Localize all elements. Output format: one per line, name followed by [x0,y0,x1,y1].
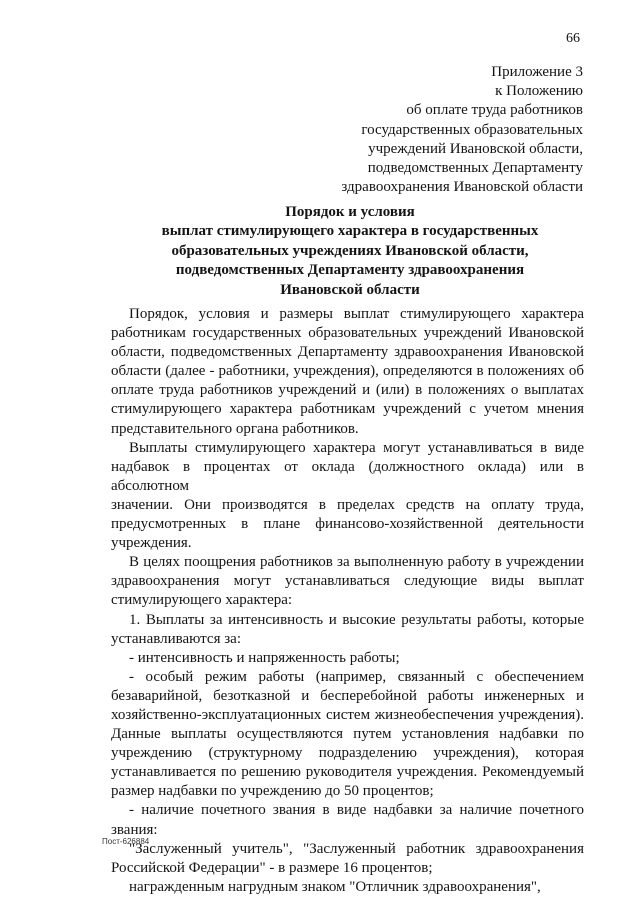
paragraph-line: В целях поощрения работников за выполненную работу в учреждении [129,554,584,571]
appendix-header [341,63,583,197]
paragraph-line: работникам государственных образовательных учреждений Ивановской [111,325,584,342]
paragraph-line: устанавливаются за: [111,630,241,647]
paragraph [111,878,584,897]
title-line: Порядок и условия [285,204,415,220]
paragraph-line: надбавок в процентах от оклада (должностного оклада) или в абсолютном [111,458,584,494]
paragraph-line: звания: [111,821,158,838]
paragraph-line: хозяйственно-эксплуатационных систем жизнеобеспечения учреждения). [111,706,584,723]
paragraph-line: стимулирующего характера: [111,592,293,609]
paragraph-line: награжденным нагрудным знаком "Отличник здравоохранения", [129,878,541,895]
paragraph-line: предусмотренных в плане финансово-хозяйственной деятельности [111,516,584,533]
paragraph-line: оплате труда работников учреждений и (или) в положениях о выплатах [111,382,584,399]
paragraph-line: - особый режим работы (например, связанный с обеспечением [129,668,584,685]
paragraph [111,801,584,839]
appendix-line: к Положению [495,83,583,100]
paragraph-line: стимулирующего характера работникам учреждений с учетом мнения [111,401,584,418]
paragraph [111,611,584,649]
paragraph-line: 1. Выплаты за интенсивность и высокие результаты работы, которые [129,611,584,628]
document-code: Пост-626884 [102,837,150,846]
document-title [0,203,640,300]
paragraph-line: учреждения. [111,535,192,552]
paragraph-line: - интенсивность и напряженность работы; [129,649,400,666]
paragraph [111,649,584,668]
paragraph-line: здравоохранения могут устанавливаться следующие виды выплат [111,573,584,590]
paragraph-line: области, подведомственных Департаменту здравоохранения Ивановской [111,344,584,361]
paragraph [111,553,584,610]
paragraph-line: Российской Федерации" - в размере 16 процентов; [111,859,433,876]
paragraph [111,439,584,554]
title-line: Ивановской области [280,281,420,298]
appendix-line: об оплате труда работников [406,102,583,119]
paragraph-line: учреждению (структурному подразделению учреждения), которая [111,745,584,762]
paragraph [111,840,584,878]
paragraph-line: Данные выплаты осуществляются путем установления надбавки по [111,726,584,743]
title-line: образовательных учреждениях Ивановской области, [171,242,529,259]
paragraph-line: представительного органа работников. [111,420,359,437]
paragraph-line: - наличие почетного звания в виде надбавки за наличие почетного [129,802,584,819]
page-number: 66 [566,31,580,46]
document-body [111,305,584,897]
appendix-line: здравоохранения Ивановской области [341,179,583,196]
paragraph-line: устанавливается по решению руководителя учреждения. Рекомендуемый [111,764,584,781]
paragraph [111,305,584,439]
appendix-line: подведомственных Департаменту [367,160,583,177]
appendix-line: учреждений Ивановской области, [368,140,583,157]
title-line: выплат стимулирующего характера в государственных [161,223,539,240]
paragraph-line: Порядок, условия и размеры выплат стимулирующего характера [129,306,584,322]
paragraph-line: Выплаты стимулирующего характера могут устанавливаться в виде [129,439,584,456]
paragraph-line: "Заслуженный учитель", "Заслуженный работник здравоохранения [129,840,584,857]
paragraph [111,668,584,802]
appendix-line: государственных образовательных [361,121,583,138]
appendix-line: Приложение 3 [491,64,583,80]
paragraph-line: размер надбавки по учреждению до 50 процентов; [111,783,434,800]
paragraph-line: безаварийной, безотказной и бесперебойной работы инженерных и [111,687,584,704]
paragraph-line: значении. Они производятся в пределах средств на оплату труда, [111,496,584,513]
paragraph-line: области (далее - работники, учреждения), определяются в положениях об [111,363,584,380]
title-line: подведомственных Департаменту здравоохранения [175,262,525,279]
